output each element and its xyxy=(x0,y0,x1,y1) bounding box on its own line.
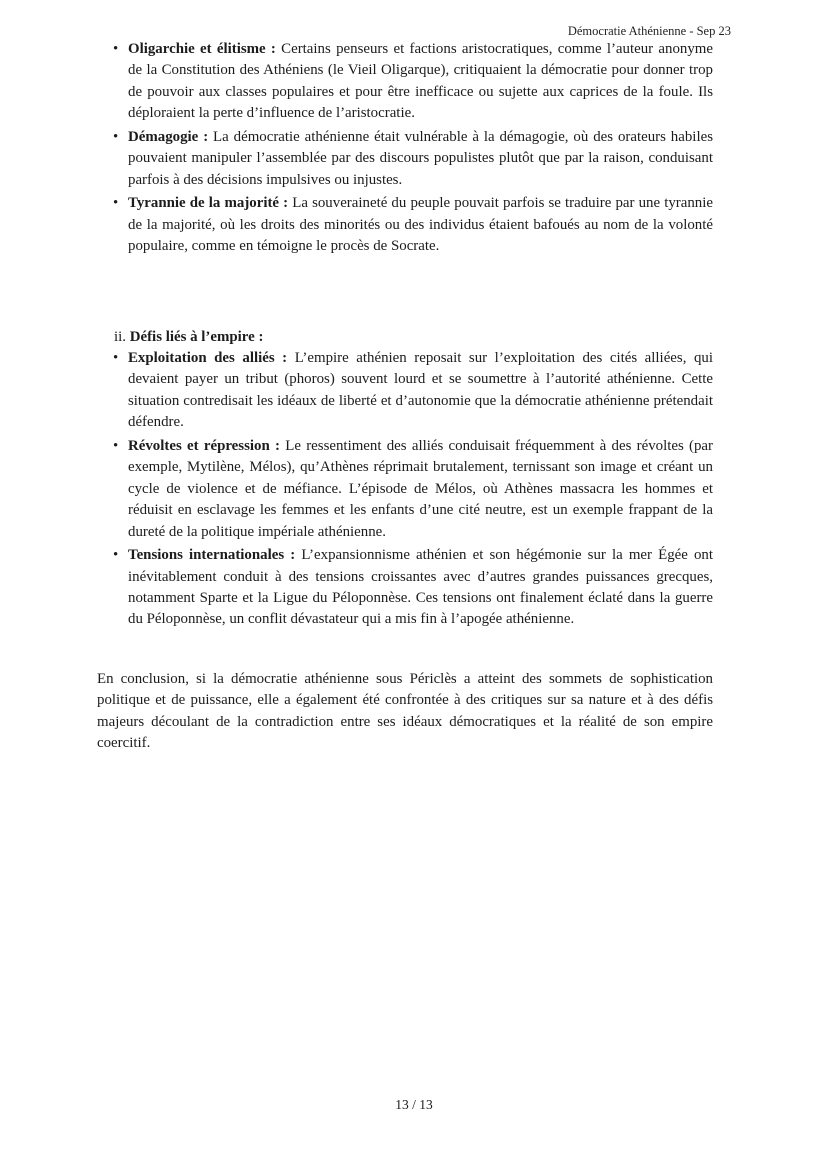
section-heading-label: Défis liés à l’empire : xyxy=(129,328,264,345)
list-item-label: Révoltes et répression : xyxy=(128,437,280,454)
list-item-text: La démocratie athénienne était vulnérable à la démagogie, où des orateurs habiles pouvaient manipuler l’assemblée par des discours populistes plutôt que par la raison, conduisant parfois à des décisions impulsives ou injustes. xyxy=(128,128,713,188)
list-item-label: Exploitation des alliés : xyxy=(128,349,288,366)
list-item-label: Tyrannie de la majorité : xyxy=(128,195,289,212)
list-item-text: Certains penseurs et factions aristocratiques, comme l’auteur anonyme de la Constitution des Athéniens (le Vieil Oligarque), critiquaient la démocratie pour donner trop de pouvoir aux classes populaires et pour être inefficace ou sujette aux caprices de la foule. Ils déploraient la perte d’influence de l’aristocratie. xyxy=(128,41,713,122)
section-heading-prefix: ii. xyxy=(114,328,130,345)
list-item-text: La souveraineté du peuple pouvait parfois se traduire par une tyrannie de la majorité, où les droits des minorités ou des individus étaient bafoués au nom de la volonté populaire, comme en témoigne le procès de Socrate. xyxy=(128,195,713,255)
list-item-oligarchie xyxy=(97,39,713,125)
page-number: 13 / 13 xyxy=(395,1097,433,1112)
critiques-list xyxy=(97,39,713,258)
list-item-exploitation xyxy=(97,348,713,434)
list-item-label: Démagogie : xyxy=(128,128,209,145)
list-item-text: L’empire athénien reposait sur l’exploitation des cités alliées, qui devaient payer un tribut (phoros) souvent lourd et se soumettre à l’autorité athénienne. Cette situation contredisait les idéaux de liberté et d’autonomie que la démocratie athénienne prétendait défendre. xyxy=(128,349,714,431)
page-header xyxy=(97,24,731,39)
list-item-text: L’expansionnisme athénien et son hégémonie sur la mer Égée ont inévitablement conduit à des tensions croissantes avec d’autres grandes puissances grecques, notamment Sparte et la Ligue du Péloponnèse. Ces tensions ont finalement éclaté dans la guerre du Péloponnèse, un conflit dévastateur qui a mis fin à l’apogée athénienne. xyxy=(128,547,713,628)
conclusion-paragraph: En conclusion, si la démocratie athénienne sous Périclès a atteint des sommets de sophistication politique et de puissance, elle a également été confrontée à des critiques sur sa nature et à des défis majeurs découlant de la contradiction entre ses idéaux démocratiques et la réalité de son empire coercitif. xyxy=(97,670,713,752)
defis-empire-list xyxy=(97,348,713,631)
list-item-text: Le ressentiment des alliés conduisait fréquemment à des révoltes (par exemple, Mytilène, Mélos), qu’Athènes réprimait brutalement, ternissant son image et créant un cycle de violence et de méfiance. L’épisode de Mélos, où Athènes massacra les hommes et réduisit en esclavage les femmes et les enfants d’une cité neutre, est un exemple frappant de la dureté de la politique impériale athénienne. xyxy=(128,437,714,540)
list-item-tensions xyxy=(97,545,713,631)
header-title: Démocratie Athénienne - Sep 23 xyxy=(567,24,731,38)
list-item-tyrannie xyxy=(97,193,713,257)
list-item-label: Oligarchie et élitisme : xyxy=(128,41,276,57)
list-item-revoltes xyxy=(97,436,713,543)
list-item-label: Tensions internationales : xyxy=(128,547,296,564)
page-footer xyxy=(0,1097,828,1113)
section-heading-defis-empire xyxy=(97,327,713,348)
list-item-demagogie xyxy=(97,127,713,191)
